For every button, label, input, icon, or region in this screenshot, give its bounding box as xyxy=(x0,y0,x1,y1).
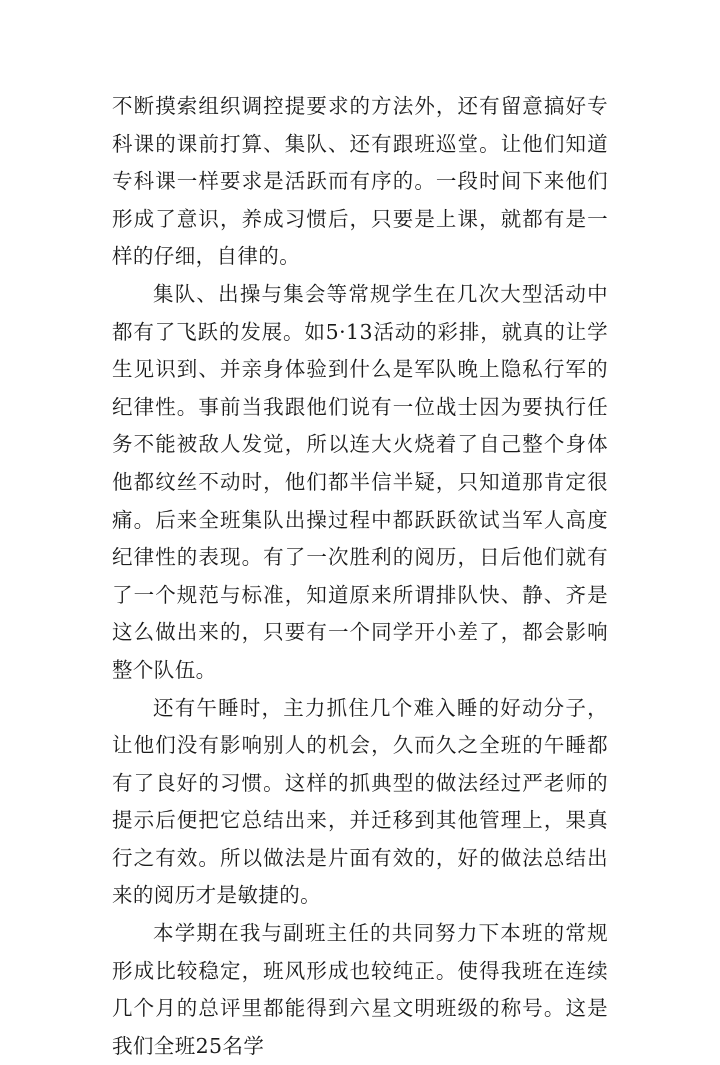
paragraph-continued: 不断摸索组织调控提要求的方法外，还有留意搞好专科课的课前打算、集队、还有跟班巡堂。让他们知道专科课一样要求是活跃而有序的。一段时间下来他们形成了意识，养成习惯后，只要是上课，就都有是一样的仔细，自律的。 xyxy=(112,94,608,269)
paragraph-semester-summary: 本学期在我与副班主任的共同努力下本班的常规形成比较稳定，班风形成也较纯正。使得我班在连续几个月的总评里都能得到六星文明班级的称号。这是我们全班25名学 xyxy=(112,921,608,1058)
paragraph-drill-discipline: 集队、出操与集会等常规学生在几次大型活动中都有了飞跃的发展。如5·13活动的彩排，就真的让学生见识到、并亲身体验到什么是军队晚上隐私行军的纪律性。事前当我跟他们说有一位战士因为要执行任务不能被敌人发觉，所以连大火烧着了自己整个身体他都纹丝不动时，他们都半信半疑，只知道那肯定很痛。后来全班集队出操过程中都跃跃欲试当军人高度纪律性的表现。有了一次胜利的阅历，日后他们就有了一个规范与标准，知道原来所谓排队快、静、齐是这么做出来的，只要有一个同学开小差了，都会影响整个队伍。 xyxy=(112,281,608,682)
body-text xyxy=(112,88,608,1065)
paragraph-nap-habits: 还有午睡时，主力抓住几个难入睡的好动分子，让他们没有影响别人的机会，久而久之全班的午睡都有了良好的习惯。这样的抓典型的做法经过严老师的提示后便把它总结出来，并迁移到其他管理上，果真行之有效。所以做法是片面有效的，好的做法总结出来的阅历才是敏捷的。 xyxy=(112,695,608,908)
